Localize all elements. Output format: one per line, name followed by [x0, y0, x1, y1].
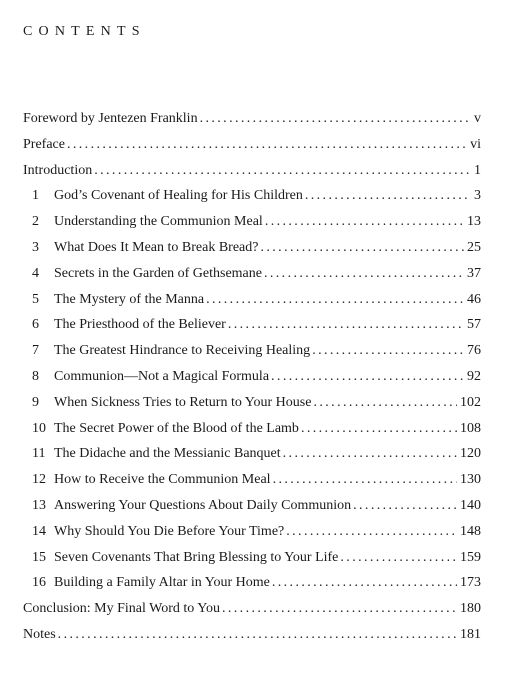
toc-entry [23, 467, 481, 493]
dot-leader [200, 106, 471, 132]
page-number: 181 [460, 626, 481, 642]
entry-title: Conclusion: My Final Word to You [23, 601, 220, 617]
table-of-contents [23, 106, 481, 648]
toc-entry [23, 493, 481, 519]
entry-title: The Mystery of the Manna [54, 291, 205, 307]
toc-entry [23, 312, 481, 338]
toc-entry [23, 390, 481, 416]
entry-title: Seven Covenants That Bring Blessing to Your Life [54, 549, 339, 565]
toc-entry [23, 132, 481, 158]
page-number: 140 [460, 497, 481, 513]
entry-title: Answering Your Questions About Daily Communion [54, 497, 352, 513]
toc-entry [23, 235, 481, 261]
entry-title: The Didache and the Messianic Banquet [54, 446, 281, 462]
toc-entry [23, 287, 481, 313]
dot-leader [58, 622, 457, 648]
entry-title: Secrets in the Garden of Gethsemane [54, 265, 262, 281]
entry-title: The Greatest Hindrance to Receiving Healing [54, 343, 311, 359]
entry-title: Notes [23, 626, 56, 642]
entry-title: Communion—Not a Magical Formula [54, 368, 270, 384]
page-title: CONTENTS [23, 24, 146, 39]
page-number: 108 [460, 420, 481, 436]
dot-leader [305, 183, 471, 209]
toc-entry [23, 570, 481, 596]
dot-leader [264, 261, 464, 287]
dot-leader [206, 287, 464, 313]
entry-title: Understanding the Communion Meal [54, 214, 263, 230]
toc-entry [23, 338, 481, 364]
dot-leader [283, 441, 457, 467]
chapter-number: 11 [32, 446, 46, 462]
page-number: v [474, 111, 481, 126]
toc-entry [23, 519, 481, 545]
dot-leader [271, 364, 464, 390]
chapter-number: 13 [32, 497, 46, 513]
entry-title: God’s Covenant of Healing for His Children [54, 188, 303, 204]
page-number: 76 [467, 343, 481, 359]
page-number: 92 [467, 368, 481, 384]
toc-entry [23, 416, 481, 442]
dot-leader [312, 338, 464, 364]
toc-entry [23, 364, 481, 390]
page-number: 159 [460, 549, 481, 565]
toc-entry [23, 596, 481, 622]
page-number: 180 [460, 601, 481, 617]
dot-leader [67, 132, 467, 158]
dot-leader [94, 158, 471, 184]
dot-leader [340, 545, 457, 571]
toc-entry [23, 158, 481, 184]
entry-title: The Secret Power of the Blood of the Lamb [54, 420, 299, 436]
toc-entry [23, 545, 481, 571]
page-number: 46 [467, 291, 481, 307]
entry-title: Building a Family Altar in Your Home [54, 575, 270, 591]
chapter-number: 14 [32, 523, 46, 539]
entry-title: The Priesthood of the Believer [54, 317, 226, 333]
dot-leader [228, 312, 464, 338]
toc-entry [23, 183, 481, 209]
dot-leader [273, 467, 457, 493]
page-number: 102 [460, 394, 481, 410]
toc-entry [23, 261, 481, 287]
dot-leader [222, 596, 457, 622]
chapter-number: 6 [32, 317, 39, 333]
chapter-number: 8 [32, 368, 39, 384]
page-number: 3 [474, 188, 481, 204]
page-number: 120 [460, 446, 481, 462]
entry-title: Foreword by Jentezen Franklin [23, 111, 198, 126]
dot-leader [353, 493, 457, 519]
dot-leader [265, 209, 464, 235]
toc-entry [23, 441, 481, 467]
entry-title: What Does It Mean to Break Bread? [54, 239, 259, 255]
page-number: vi [470, 136, 481, 152]
chapter-number: 7 [32, 343, 39, 359]
dot-leader [301, 416, 457, 442]
entry-title: Introduction [23, 162, 93, 178]
dot-leader [313, 390, 457, 416]
chapter-number: 5 [32, 291, 39, 307]
chapter-number: 9 [32, 394, 39, 410]
entry-title: When Sickness Tries to Return to Your House [54, 394, 312, 410]
page-number: 13 [467, 214, 481, 230]
page-number: 148 [460, 523, 481, 539]
page-number: 1 [474, 162, 481, 178]
chapter-number: 16 [32, 575, 46, 591]
page-number: 37 [467, 265, 481, 281]
entry-title: Why Should You Die Before Your Time? [54, 523, 285, 539]
toc-entry [23, 106, 481, 132]
page-number: 173 [460, 575, 481, 591]
dot-leader [286, 519, 457, 545]
chapter-number: 4 [32, 265, 39, 281]
page-number: 130 [460, 472, 481, 488]
entry-title: How to Receive the Communion Meal [54, 472, 271, 488]
chapter-number: 1 [32, 188, 39, 204]
entry-title: Preface [23, 136, 65, 152]
dot-leader [272, 570, 457, 596]
toc-entry [23, 209, 481, 235]
chapter-number: 2 [32, 214, 39, 230]
page-number: 25 [467, 239, 481, 255]
chapter-number: 12 [32, 472, 46, 488]
toc-entry [23, 622, 481, 648]
chapter-number: 3 [32, 239, 39, 255]
dot-leader [260, 235, 464, 261]
chapter-number: 15 [32, 549, 46, 565]
page-number: 57 [467, 317, 481, 333]
chapter-number: 10 [32, 420, 46, 436]
